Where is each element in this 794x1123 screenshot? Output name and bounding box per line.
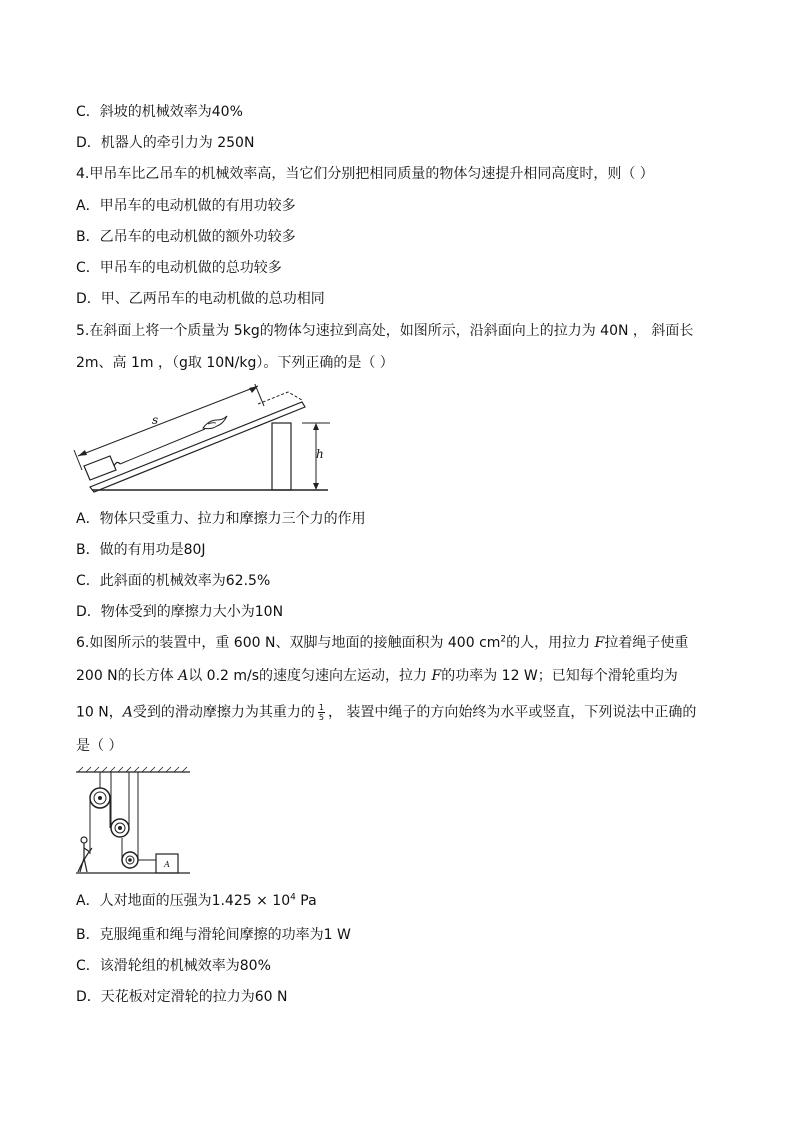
q4-option-d: D．甲、乙两吊车的电动机做的总功相同: [76, 291, 325, 307]
q6-option-a: A．人对地面的压强为$1.425 \times 10^4$ Pa: [76, 892, 317, 909]
q5-option-c: C．此斜面的机械效率为62.5%: [76, 573, 271, 589]
q5-option-b: B．做的有用功是80J: [76, 542, 206, 558]
incline-figure: [70, 384, 335, 496]
block-label-a: A: [164, 860, 170, 869]
q6-option-d: D．天花板对定滑轮的拉力为60 N: [76, 989, 288, 1005]
q4-option-a: A．甲吊车的电动机做的有用功较多: [76, 198, 296, 214]
q5-stem-line1: 5.在斜面上将一个质量为 5kg的物体匀速拉到高处，如图所示，沿斜面向上的拉力为 40N ， 斜面长: [76, 323, 694, 339]
fraction-one-fifth: $\frac{1}{5}$: [318, 703, 324, 722]
q3-option-c: C．斜坡的机械效率为40%: [76, 104, 243, 120]
q6-option-c: C．该滑轮组的机械效率为80%: [76, 958, 271, 974]
length-label-s: s: [152, 413, 159, 427]
q4-stem: 4.甲吊车比乙吊车的机械效率高，当它们分别把相同质量的物体匀速提升相同高度时，则（ ）: [76, 166, 654, 182]
q5-stem-line2: 2m、高 1m ，（g取 10N/kg）。下列正确的是（ ）: [76, 355, 394, 371]
q6-option-b: B．克服绳重和绳与滑轮间摩擦的功率为1 W: [76, 927, 351, 943]
height-label-h: h: [316, 447, 324, 461]
q5-option-d: D．物体受到的摩擦力大小为10N: [76, 604, 284, 620]
q6-stem-line2: 200 N的长方体 A以 0.2 m/s的速度匀速向左运动，拉力 F的功率为 12 W；已知每个滑轮重均为: [76, 668, 678, 684]
q3-option-d: D．机器人的牵引力为 250N: [76, 135, 255, 151]
q4-option-c: C．甲吊车的电动机做的总功较多: [76, 260, 282, 276]
q6-stem-line1: 6.如图所示的装置中，重 600 N、双脚与地面的接触面积为 400 $cm^2$的人，用拉力 F拉着绳子使重: [76, 634, 689, 651]
q5-option-a: A．物体只受重力、拉力和摩擦力三个力的作用: [76, 511, 366, 527]
q4-option-b: B．乙吊车的电动机做的额外功较多: [76, 229, 296, 245]
pulley-figure: [74, 766, 194, 878]
q6-stem-line4: 是（ ）: [76, 738, 123, 754]
q6-stem-line3: 10 N，A受到的滑动摩擦力为其重力的 $\frac{1}{5}$ ， 装置中绳子的方向始终为水平或竖直，下列说法中正确的: [76, 703, 697, 722]
